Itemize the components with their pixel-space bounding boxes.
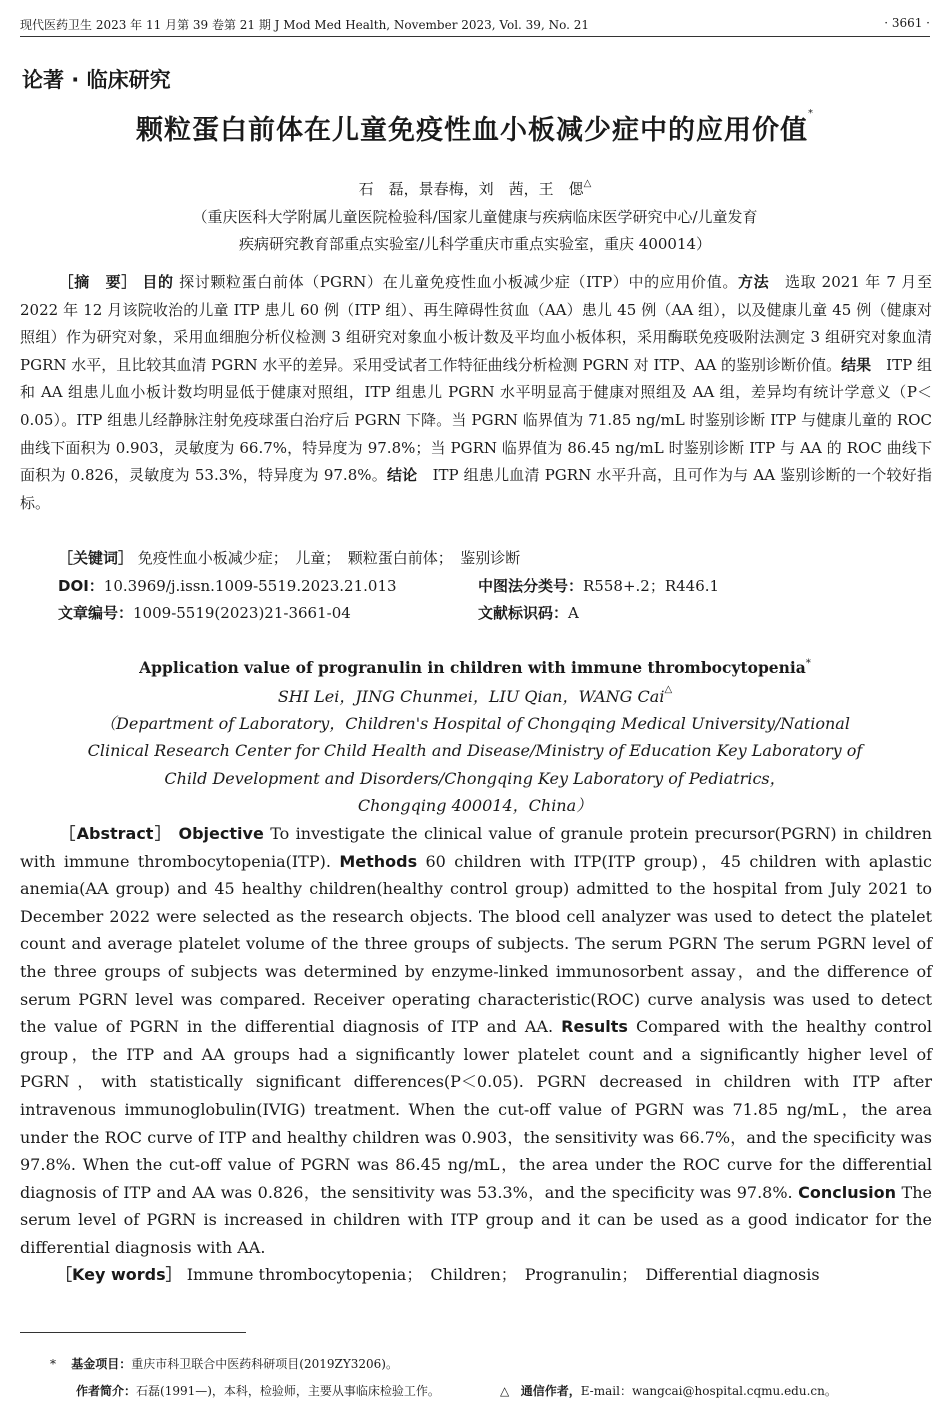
- corresponding-mark: △: [583, 178, 592, 189]
- abstract-cn-label: ［摘 要］: [58, 273, 137, 291]
- authors-en: [0, 684, 950, 707]
- conclusion-cn: ITP 组患儿血清 PGRN 水平升高，且可作为与 AA 鉴别诊断的一个较好指标。: [20, 466, 932, 512]
- doi-label: DOI：: [58, 577, 104, 595]
- footnote-corresponding: [500, 1382, 837, 1399]
- methods-label-en: Methods: [339, 851, 418, 871]
- title-en-footnote-mark: *: [805, 658, 811, 669]
- footnote-bio: [76, 1382, 440, 1399]
- results-label-en: Results: [561, 1017, 628, 1037]
- conclusion-en: The serum level of PGRN is increased in children with ITP group and it can be used as a good indicator for the differential diagnosis with AA.: [20, 1182, 932, 1257]
- affiliation-en-line: Chongqing 400014，China）: [357, 795, 593, 815]
- authors-cn: [0, 178, 950, 199]
- author-names-en: SHI Lei，JING Chunmei，LIU Qian，WANG Cai: [277, 687, 665, 706]
- conclusion-label-cn: 结论: [386, 466, 418, 485]
- page-title: [0, 108, 950, 147]
- keywords-en-text: Immune thrombocytopenia； Children； Progranulin； Differential diagnosis: [186, 1265, 820, 1284]
- title-en: [0, 658, 950, 677]
- results-label-cn: 结果: [841, 355, 872, 374]
- title-cn: 颗粒蛋白前体在儿童免疫性血小板减少症中的应用价值: [136, 115, 808, 146]
- bio-label: 作者简介：: [76, 1384, 137, 1398]
- affiliation-cn-line: 疾病研究教育部重点实验室/儿科学重庆市重点实验室，重庆 400014）: [238, 235, 712, 253]
- conclusion-label-en: Conclusion: [798, 1182, 897, 1202]
- corr-text: E-mail：wangcai@hospital.cqmu.edu.cn。: [580, 1384, 837, 1398]
- affiliation-en-line: （Department of Laboratory，Children's Hospital of Chongqing Medical University/National: [100, 714, 850, 733]
- objective-cn: 探讨颗粒蛋白前体（PGRN）在儿童免疫性血小板减少症（ITP）中的应用价值。: [179, 273, 738, 291]
- objective-en: To investigate the clinical value of granule protein precursor(PGRN) in children with immune thrombocytopenia(ITP).: [20, 824, 932, 871]
- affiliation-cn-line: （重庆医科大学附属儿童医院检验科/国家儿童健康与疾病临床医学研究中心/儿童发育: [192, 208, 758, 226]
- clc-value: R558+.2；R446.1: [583, 577, 720, 595]
- objective-label-en: Objective: [178, 824, 264, 843]
- page-number: · 3661 ·: [884, 16, 930, 30]
- footnote-fund: [50, 1355, 398, 1372]
- affiliation-cn: [80, 204, 870, 258]
- affiliation-en: [40, 710, 910, 819]
- abstract-en: [20, 820, 932, 1262]
- clc-number: [478, 575, 719, 596]
- doi: [58, 575, 397, 596]
- methods-label-cn: 方法: [738, 273, 770, 291]
- methods-en: 60 children with ITP(ITP group)，45 children with aplastic anemia(AA group) and 45 healthy children(healthy control group) admitted to the hospital from July 2021 to December 2022 were selected as the research objects. The blood cell analyzer was used to detect the platelet count and average platelet volume of the three groups of subjects. The serum PGRN The serum PGRN level of the three groups of subjects was determined by enzyme-linked immunosorbent assay，and the difference of serum PGRN level was compared. Receiver operating characteristic(ROC) curve analysis was used to detect the value of PGRN in the differential diagnosis of ITP and AA.: [20, 851, 932, 1037]
- keywords-cn-text: 免疫性血小板减少症； 儿童； 颗粒蛋白前体； 鉴别诊断: [137, 549, 521, 567]
- footnote-divider: [20, 1332, 246, 1333]
- fund-label: 基金项目：: [71, 1357, 132, 1371]
- docid-value: A: [568, 604, 579, 622]
- running-header: [20, 14, 930, 37]
- journal-citation: 现代医药卫生 2023 年 11 月第 39 卷第 21 期 J Mod Med Health, November 2023, Vol. 39, No. 21: [20, 18, 589, 32]
- article-number: [58, 602, 351, 623]
- article-label: 文章编号：: [58, 604, 134, 622]
- methods-cn: 选取 2021 年 7 月至 2022 年 12 月该院收治的儿童 ITP 患儿 60 例（ITP 组）、再生障碍性贫血（AA）患儿 45 例（AA 组），以及健康儿童 45 例（健康对照组）作为研究对象，采用血细胞分析仪检测 3 组研究对象血小板计数及平均血小板体积，采用酶联免疫吸附法测定 3 组研究对象血清 PGRN 水平，且比较其血清 PGRN 水平的差异。采用受试者工作特征曲线分析检测 PGRN 对 ITP、AA 的鉴别诊断价值。: [20, 273, 932, 374]
- docid-label: 文献标识码：: [478, 604, 569, 622]
- corr-mark: △: [500, 1384, 510, 1398]
- title-footnote-mark: *: [808, 108, 814, 119]
- results-en: Compared with the healthy control group，the ITP and AA groups had a significantly lower platelet count and a significantly higher level of PGRN，with statistically significant differences(P＜0.05). PGRN decreased in children with ITP after intravenous immunoglobulin(IVIG) treatment. When the cut-off value of PGRN was 71.85 ng/mL，the area under the ROC curve of ITP and healthy children was 0.903，the sensitivity was 66.7%，and the specificity was 97.8%. When the cut-off value of PGRN was 86.45 ng/mL，the area under the ROC curve for the differential diagnosis of ITP and AA was 0.826，the sensitivity was 53.3%，and the specificity was 97.8%.: [20, 1017, 933, 1202]
- corr-label: 通信作者，: [520, 1384, 581, 1398]
- objective-label-cn: 目的: [142, 273, 174, 291]
- keywords-en-label: ［Key words］: [56, 1265, 182, 1284]
- fund-mark: *: [50, 1357, 56, 1371]
- corresponding-mark-en: △: [664, 684, 673, 695]
- abstract-en-label: ［Abstract］: [58, 824, 173, 843]
- author-names-cn: 石 磊，景春梅，刘 茜，王 偲: [358, 180, 584, 198]
- keywords-cn: [58, 547, 520, 568]
- abstract-cn: [20, 269, 932, 517]
- affiliation-en-line: Clinical Research Center for Child Health and Disease/Ministry of Education Key Laboratory of: [87, 741, 863, 761]
- document-code: [478, 602, 579, 623]
- keywords-en: [56, 1262, 820, 1285]
- fund-text: 重庆市科卫联合中医药科研项目(2019ZY3206)。: [131, 1357, 398, 1371]
- keywords-cn-label: ［关键词］: [58, 549, 134, 567]
- clc-label: 中图法分类号：: [478, 577, 584, 595]
- article-value: 1009-5519(2023)21-3661-04: [133, 604, 351, 622]
- bio-text: 石磊(1991—)，本科，检验师，主要从事临床检验工作。: [136, 1384, 440, 1398]
- affiliation-en-line: Child Development and Disorders/Chongqing Key Laboratory of Pediatrics，: [164, 768, 786, 788]
- section-label: 论著 · 临床研究: [22, 68, 171, 92]
- results-cn: ITP 组和 AA 组患儿血小板计数均明显低于健康对照组，ITP 组患儿 PGRN 水平明显高于健康对照组及 AA 组，差异均有统计学意义（P＜0.05）。ITP 组患儿经静脉注射免疫球蛋白治疗后 PGRN 下降。当 PGRN 临界值为 71.85 ng/mL 时鉴别诊断 ITP 与健康儿童的 ROC 曲线下面积为 0.903，灵敏度为 66.7%，特异度为 97.8%；当 PGRN 临界值为 86.45 ng/mL 时鉴别诊断 ITP 与 AA 的 ROC 曲线下面积为 0.826，灵敏度为 53.3%，特异度为 97.8%。: [20, 355, 932, 485]
- title-en-text: Application value of progranulin in children with immune thrombocytopenia: [139, 658, 806, 677]
- doi-value: 10.3969/j.issn.1009-5519.2023.21.013: [103, 577, 397, 595]
